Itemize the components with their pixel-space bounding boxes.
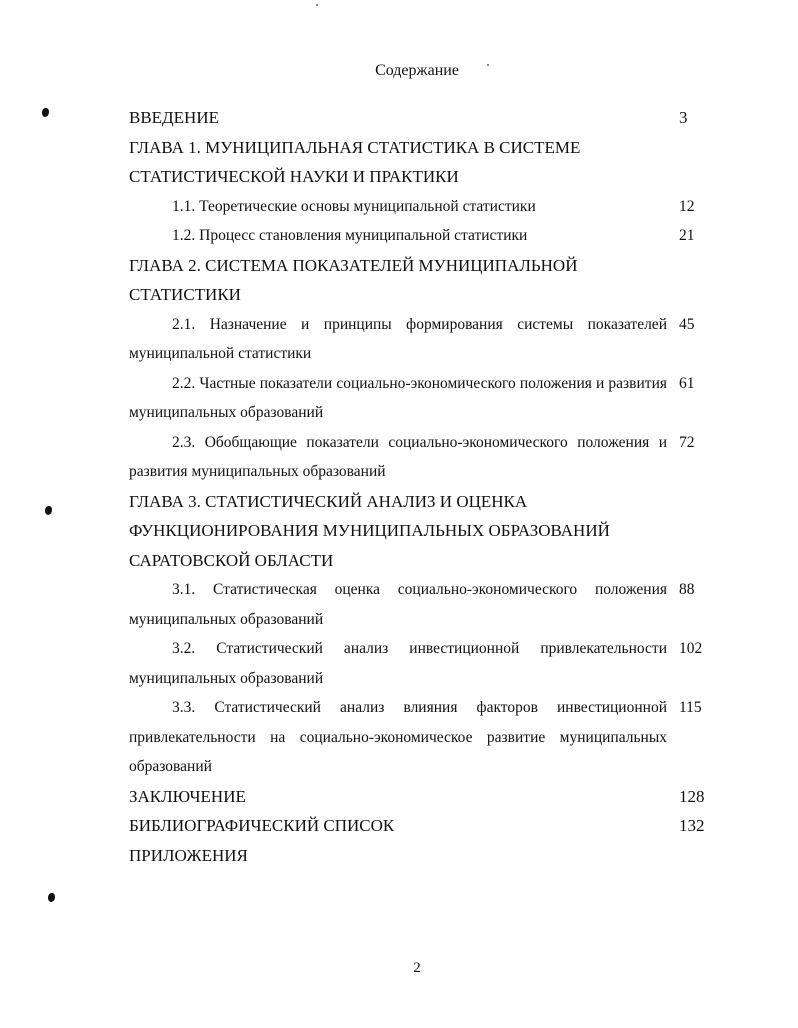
toc-entry-chapter-1 bbox=[129, 133, 709, 192]
toc-entry-text: 2.3. Обобщающие показатели социально-экономического положения и развития муниципальных образований bbox=[129, 433, 667, 480]
toc-entry-text: ПРИЛОЖЕНИЯ bbox=[129, 845, 248, 865]
toc-entry-text: 2.1. Назначение и принципы формирования системы показателей муниципальной статистики bbox=[129, 315, 667, 362]
toc-entry-page: 102 bbox=[679, 640, 703, 657]
page-title: Содержание bbox=[375, 62, 459, 79]
toc-entry-page: 72 bbox=[679, 433, 695, 451]
toc-entry-text: ВВЕДЕНИЕ bbox=[129, 108, 219, 127]
toc-entry-page: 12 bbox=[679, 197, 695, 215]
toc-entry-section-1-1 bbox=[129, 192, 709, 222]
toc-entry-text: 2.2. Частные показатели социально-экономического положения и развития муниципальных образований bbox=[129, 374, 667, 421]
scan-mark bbox=[45, 506, 52, 515]
toc-entry-section-3-1 bbox=[129, 575, 709, 634]
toc-entry-text: 1.2. Процесс становления муниципальной статистики bbox=[172, 227, 528, 244]
scan-speck bbox=[316, 4, 318, 6]
scan-mark bbox=[42, 108, 49, 117]
toc-entry-chapter-2 bbox=[129, 251, 709, 310]
toc-entry-page: 128 bbox=[679, 786, 705, 806]
toc-entry-page: 132 bbox=[679, 816, 705, 835]
toc-entry-section-2-1 bbox=[129, 310, 709, 369]
toc-entry-page: 115 bbox=[679, 699, 702, 716]
toc-entry-section-3-3 bbox=[129, 693, 709, 782]
toc-entry-text: 3.2. Статистический анализ инвестиционной привлекательности муниципальных образований bbox=[129, 640, 667, 687]
scan-mark bbox=[48, 893, 55, 902]
toc-entry-text: 3.1. Статистическая оценка социально-экономического положения муниципальных образований bbox=[129, 581, 667, 628]
toc-entry-conclusion bbox=[129, 782, 709, 812]
toc-entry-page: 3 bbox=[679, 108, 688, 127]
toc-entry-page: 61 bbox=[679, 374, 695, 392]
table-of-contents bbox=[129, 103, 709, 870]
page-number: 2 bbox=[413, 960, 421, 976]
toc-entry-chapter-3 bbox=[129, 487, 709, 576]
toc-entry-page: 21 bbox=[679, 227, 695, 244]
toc-entry-text: БИБЛИОГРАФИЧЕСКИЙ СПИСОК bbox=[129, 816, 395, 835]
toc-entry-text: 1.1. Теоретические основы муниципальной статистики bbox=[172, 197, 536, 215]
scan-speck bbox=[487, 64, 489, 66]
toc-entry-section-3-2 bbox=[129, 634, 709, 693]
toc-entry-section-1-2 bbox=[129, 221, 709, 251]
toc-entry-text: 3.3. Статистический анализ влияния факторов инвестиционной привлекательности на социально-экономическое развитие муниципальных образований bbox=[129, 699, 667, 775]
toc-entry-page: 45 bbox=[679, 315, 695, 333]
toc-entry-introduction bbox=[129, 103, 709, 133]
toc-entry-appendices bbox=[129, 841, 709, 871]
toc-entry-text: ЗАКЛЮЧЕНИЕ bbox=[129, 786, 246, 806]
toc-entry-text: ГЛАВА 1. МУНИЦИПАЛЬНАЯ СТАТИСТИКА В СИСТЕМЕ СТАТИСТИЧЕСКОЙ НАУКИ И ПРАКТИКИ bbox=[129, 137, 581, 186]
toc-entry-page: 88 bbox=[679, 581, 695, 598]
toc-entry-bibliography bbox=[129, 811, 709, 841]
toc-entry-text: ГЛАВА 3. СТАТИСТИЧЕСКИЙ АНАЛИЗ И ОЦЕНКА ФУНКЦИОНИРОВАНИЯ МУНИЦИПАЛЬНЫХ ОБРАЗОВАНИЙ САРАТОВСКОЙ ОБЛАСТИ bbox=[129, 491, 610, 570]
toc-entry-section-2-2 bbox=[129, 369, 709, 428]
toc-entry-section-2-3 bbox=[129, 428, 709, 487]
toc-entry-text: ГЛАВА 2. СИСТЕМА ПОКАЗАТЕЛЕЙ МУНИЦИПАЛЬНОЙ СТАТИСТИКИ bbox=[129, 255, 578, 304]
